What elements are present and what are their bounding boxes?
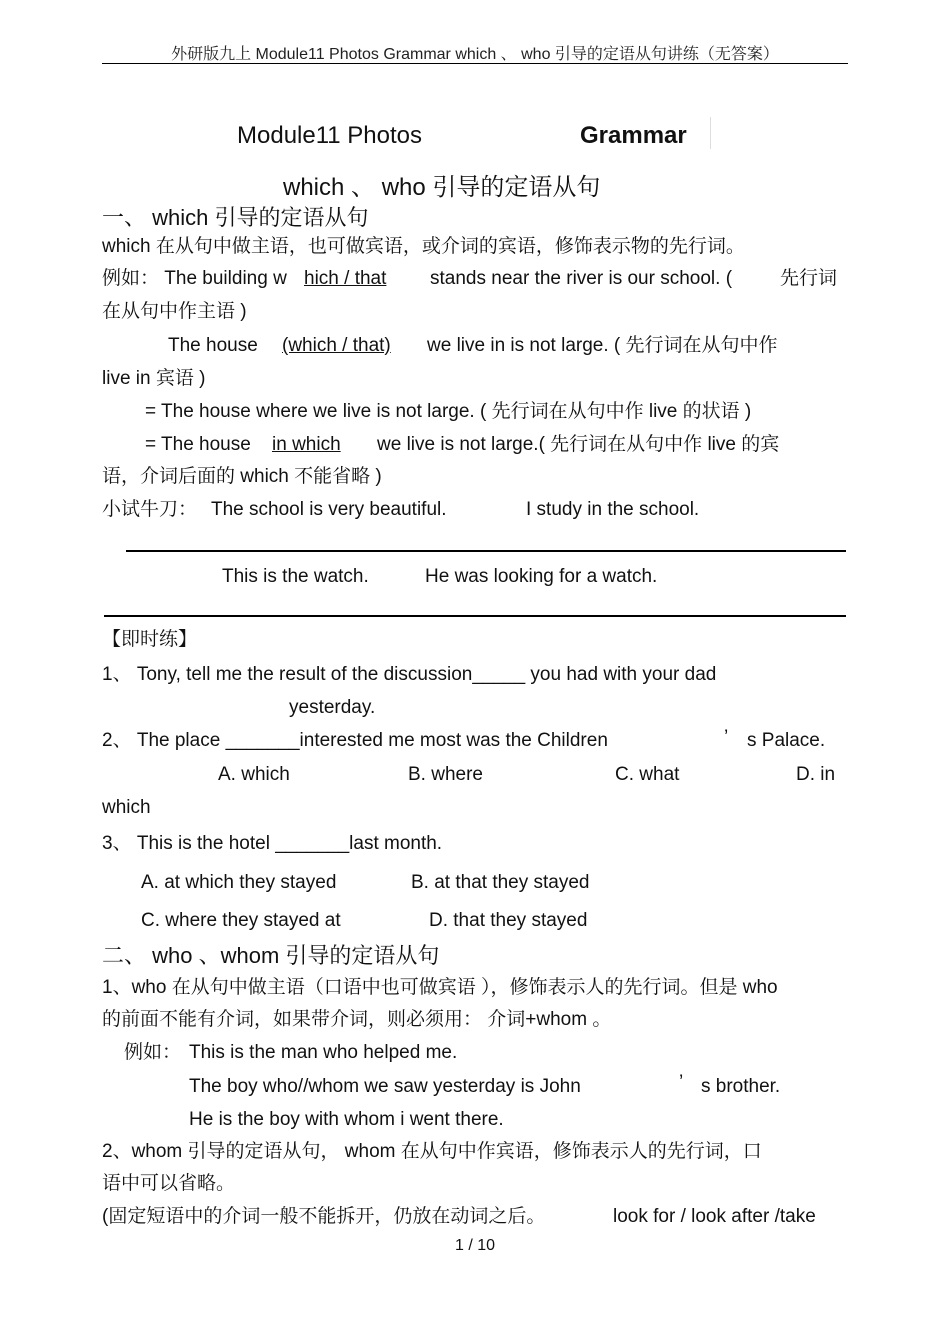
answer-line-1 — [126, 550, 846, 552]
page-header: 外研版九上 Module11 Photos Grammar which 、 who 引导的定语从句讲练（无答案） — [171, 46, 779, 63]
q3-option-d: D. that they stayed — [429, 910, 588, 931]
divider — [710, 117, 711, 149]
example1-cont: 在从句中作主语 ) — [102, 301, 247, 322]
example4-rest: we live is not large.( 先行词在从句中作 live 的宾 — [377, 434, 780, 455]
page-number: 1 / 10 — [454, 1237, 496, 1254]
practice-label: 【即时练】 — [102, 629, 198, 650]
example3: = The house where we live is not large. ( 先行词在从句中作 live 的状语 ) — [145, 401, 752, 422]
q3-option-b: B. at that they stayed — [411, 872, 590, 893]
q2-option-c: C. what — [615, 764, 680, 785]
section2-example1: This is the man who helped me. — [189, 1042, 458, 1063]
section1-heading: 一、 which 引导的定语从句 — [102, 205, 369, 230]
title-part2: Grammar — [580, 122, 687, 149]
question2-apostrophe: ’ — [724, 727, 729, 748]
section2-example2-end: s brother. — [701, 1076, 781, 1097]
example1-note: 先行词 — [780, 268, 838, 289]
section2-p2-cont: 语中可以省略。 — [102, 1173, 236, 1194]
section2-p2: 2、whom 引导的定语从句， whom 在从句中作宾语，修饰表示人的先行词，口 — [102, 1141, 762, 1162]
try2-sentence-b: He was looking for a watch. — [425, 566, 658, 587]
section2-p3-end: look for / look after /take — [613, 1206, 816, 1227]
example2-cont: live in 宾语 ) — [102, 368, 206, 389]
example2-start: The house — [168, 335, 258, 356]
example4-blank: in which — [272, 434, 341, 455]
try1-sentence-a: The school is very beautiful. — [211, 499, 447, 520]
title-part1: Module11 Photos — [237, 122, 423, 149]
q2-option-d-cont: which — [102, 797, 151, 818]
q3-option-c: C. where they stayed at — [141, 910, 341, 931]
section2-example2-apostrophe: ’ — [679, 1072, 684, 1093]
question1: 1、 Tony, tell me the result of the discussion_____ you had with your dad — [102, 664, 717, 685]
example4-start: = The house — [145, 434, 251, 455]
example1-start: 例如： The building w — [102, 268, 287, 289]
example1-blank: hich / that — [304, 268, 387, 289]
q2-option-d: D. in — [796, 764, 836, 785]
answer-line-2 — [104, 615, 846, 617]
question2: 2、 The place _______interested me most was the Children — [102, 730, 608, 751]
section2-p1-cont: 的前面不能有介词，如果带介词，则必须用： 介词+whom 。 — [102, 1009, 612, 1030]
q2-option-b: B. where — [408, 764, 483, 785]
example4-cont: 语，介词后面的 which 不能省略 ) — [102, 466, 382, 487]
q2-option-a: A. which — [218, 764, 290, 785]
section2-example3: He is the boy with whom i went there. — [189, 1109, 504, 1130]
example1-rest: stands near the river is our school. ( — [430, 268, 733, 289]
question3: 3、 This is the hotel _______last month. — [102, 833, 443, 854]
subtitle: which 、 who 引导的定语从句 — [283, 174, 601, 201]
section1-intro: which 在从句中做主语，也可做宾语，或介词的宾语，修饰表示物的先行词。 — [102, 236, 745, 257]
try1-sentence-b: I study in the school. — [526, 499, 700, 520]
section2-p3: (固定短语中的介词一般不能拆开，仍放在动词之后。 — [102, 1206, 546, 1227]
section2-example-label: 例如： — [124, 1042, 182, 1063]
section2-heading: 二、 who 、whom 引导的定语从句 — [102, 943, 440, 968]
try-label: 小试牛刀： — [102, 499, 198, 520]
example2-blank: (which / that) — [282, 335, 391, 356]
question2-end: s Palace. — [747, 730, 826, 751]
question1-cont: yesterday. — [289, 697, 376, 718]
example2-rest: we live in is not large. ( 先行词在从句中作 — [427, 335, 778, 356]
section2-example2: The boy who//whom we saw yesterday is John — [189, 1076, 581, 1097]
header-rule — [102, 63, 848, 64]
section2-p1: 1、who 在从句中做主语（口语中也可做宾语 ），修饰表示人的先行词。但是 who — [102, 977, 778, 998]
q3-option-a: A. at which they stayed — [141, 872, 337, 893]
try2-sentence-a: This is the watch. — [222, 566, 369, 587]
